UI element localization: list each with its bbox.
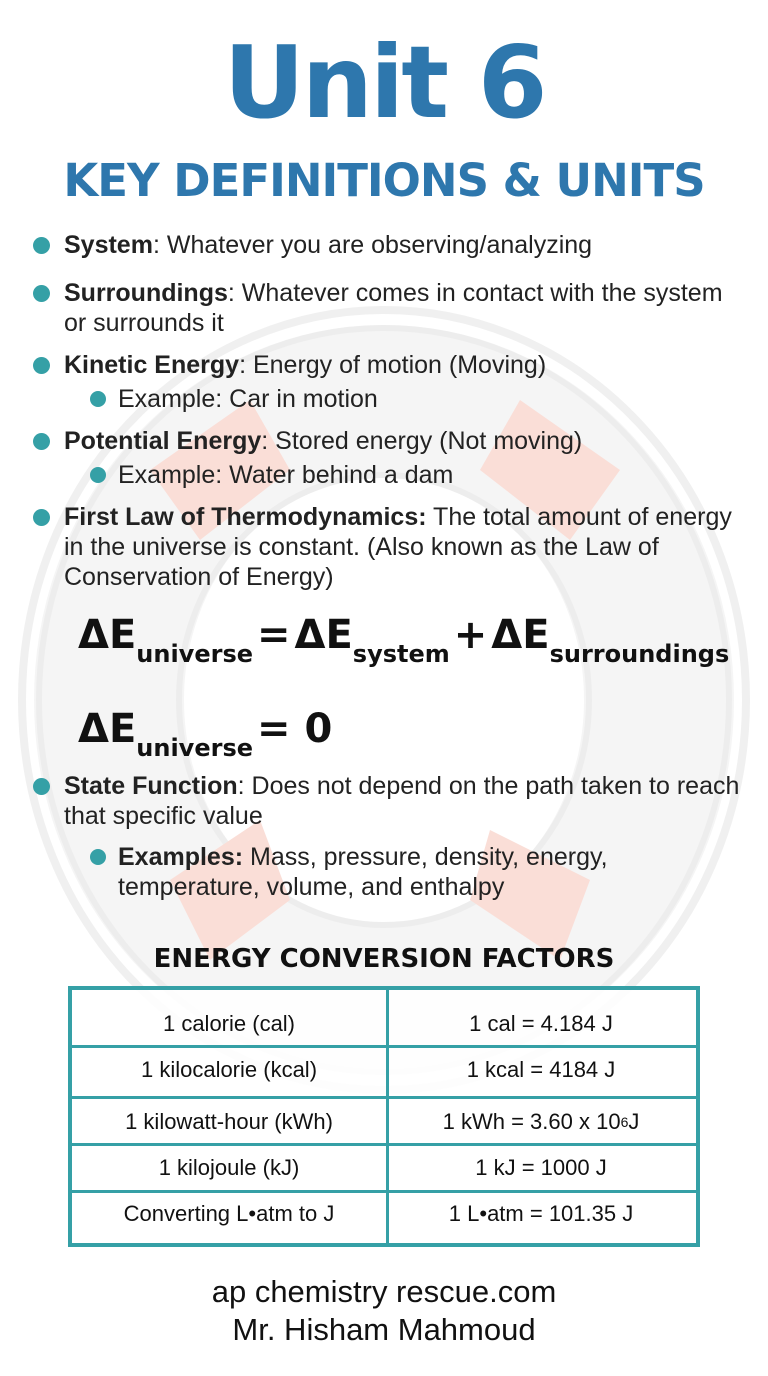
term-label: Potential Energy [64,427,262,455]
definition-state-function: State Function: Does not depend on the path taken to reach that specific value [64,771,744,831]
footer-site: ap chemistry rescue.com [211,1274,557,1309]
table-row [72,1098,696,1146]
conversion-table [68,986,700,1247]
table-row [72,1000,696,1048]
page-title: Unit 6 [223,24,545,141]
table-row [72,1190,696,1238]
bullet-icon [90,391,106,407]
unit-cell: 1 calorie (cal) [162,1011,296,1036]
unit-cell: 1 kilocalorie (kcal) [140,1057,318,1082]
definition-text: Whatever comes in contact with the system or surrounds it [64,279,723,337]
unit-cell: 1 kilowatt-hour (kWh) [125,1109,333,1134]
table-row [72,1144,696,1192]
term-label: System [64,231,153,259]
definition-potential-energy: Potential Energy: Stored energy (Not moving) [64,426,744,456]
term-label: Kinetic Energy [64,351,240,379]
example-state-function: Examples: Mass, pressure, density, energy, temperature, volume, and enthalpy [118,842,718,902]
bullet-icon [33,237,50,254]
definition-system: System: Whatever you are observing/analyzing [64,230,744,260]
definition-text: The total amount of energy in the universe is constant. (Also known as the Law of Conservation of Energy) [64,503,732,591]
value-cell: 1 L•atm = 101.35 J [448,1201,634,1226]
table-row [72,1046,696,1094]
bullet-icon [33,357,50,374]
footer-author: Mr. Hisham Mahmoud [232,1312,536,1347]
value-cell: 1 kJ = 1000 J [475,1155,607,1180]
term-label: First Law of Thermodynamics: [64,503,427,531]
page-subtitle: KEY DEFINITIONS & UNITS [63,154,705,207]
definition-text: Does not depend on the path taken to reach that specific value [64,772,740,830]
bullet-icon [90,849,106,865]
term-label: State Function [64,772,238,800]
section-title: ENERGY CONVERSION FACTORS [153,944,615,974]
definition-text: Whatever you are observing/analyzing [159,231,593,259]
example-potential: Example: Water behind a dam [118,460,718,490]
definition-surroundings: Surroundings: Whatever comes in contact with the system or surrounds it [64,278,744,338]
unit-cell: Converting L•atm to J [123,1201,335,1226]
term-label: Surroundings [64,279,228,307]
equation-energy-conservation: ΔEuniverse = ΔEsystem + ΔEsurroundings [78,612,730,668]
value-cell: 1 kcal = 4184 J [466,1057,616,1082]
definition-first-law [64,502,744,592]
bullet-icon [33,433,50,450]
definition-text: Stored energy (Not moving) [268,427,583,455]
bullet-icon [90,467,106,483]
bullet-icon [33,778,50,795]
equation-universe-zero: ΔEuniverse = 0 [78,706,333,762]
example-kinetic: Example: Car in motion [118,384,718,414]
definition-text: Energy of motion (Moving) [246,351,547,379]
definition-kinetic-energy: Kinetic Energy: Energy of motion (Moving) [64,350,744,380]
bullet-icon [33,285,50,302]
bullet-icon [33,509,50,526]
unit-cell: 1 kilojoule (kJ) [158,1155,300,1180]
value-cell: 1 kWh = 3.60 x 10 6 J [442,1109,640,1134]
value-cell: 1 cal = 4.184 J [469,1011,613,1036]
